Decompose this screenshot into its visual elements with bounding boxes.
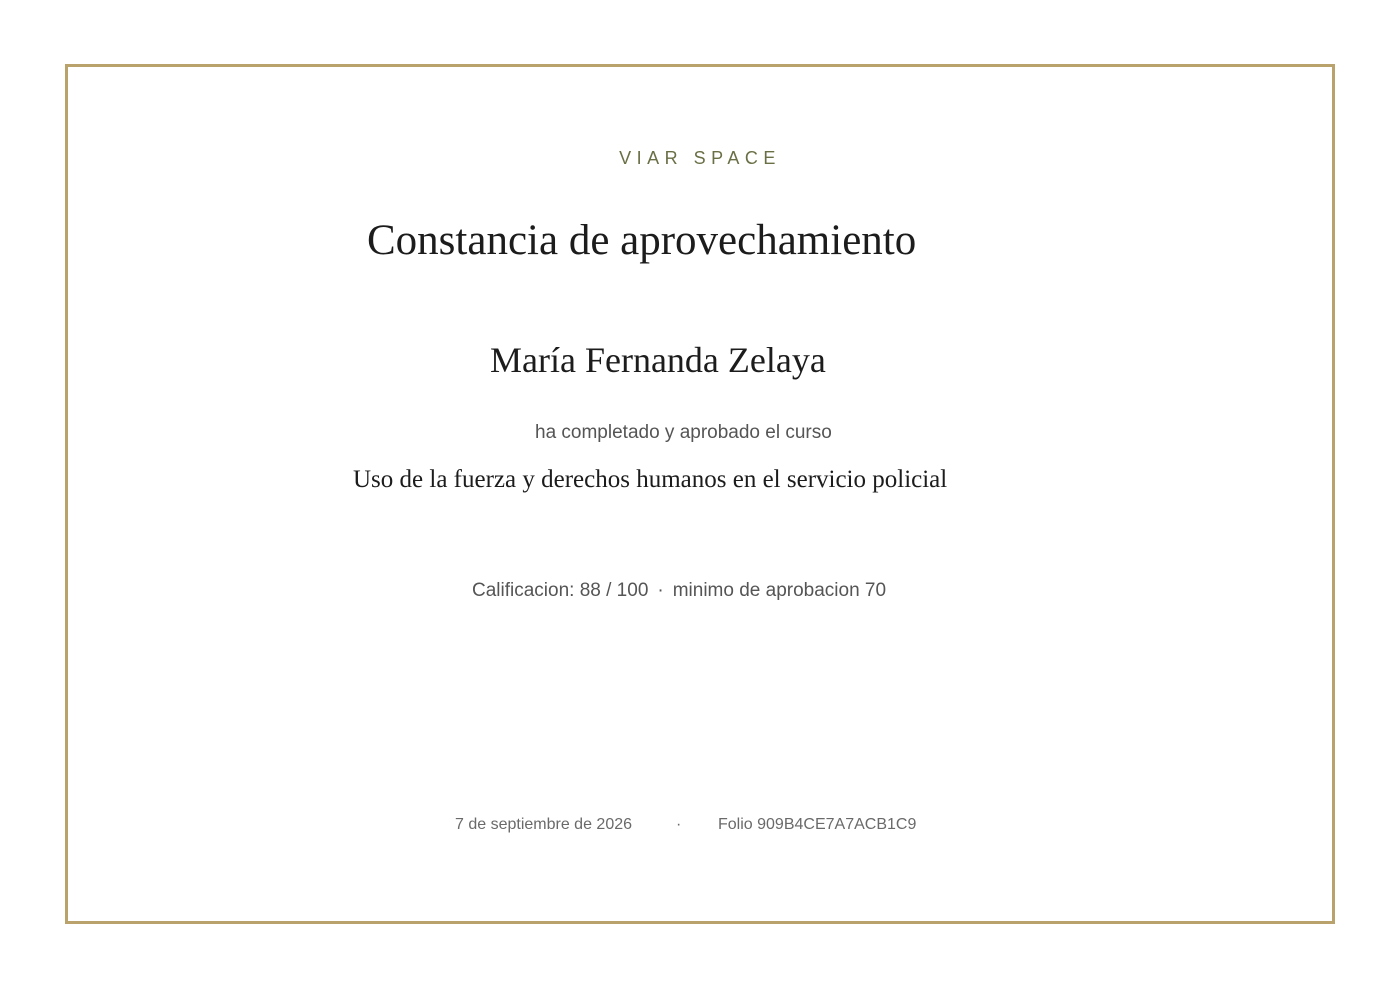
brand-name: VIAR SPACE	[619, 148, 781, 168]
footer-separator: ·	[676, 816, 682, 833]
course-name: Uso de la fuerza y derechos humanos en el servicio policial	[353, 466, 948, 493]
grade-score: Calificacion: 88 / 100	[472, 580, 649, 601]
recipient-name: María Fernanda Zelaya	[490, 340, 826, 380]
certificate-title: Constancia de aprovechamiento	[367, 217, 917, 264]
certificate-border	[65, 64, 1335, 924]
completion-statement: ha completado y aprobado el curso	[535, 422, 832, 443]
minimum-passing-score: minimo de aprobacion 70	[672, 580, 887, 601]
issue-date: 7 de septiembre de 2026	[455, 816, 633, 833]
grade-line	[472, 580, 886, 602]
folio-number: Folio 909B4CE7A7ACB1C9	[718, 816, 917, 833]
grade-separator: ·	[657, 580, 664, 601]
